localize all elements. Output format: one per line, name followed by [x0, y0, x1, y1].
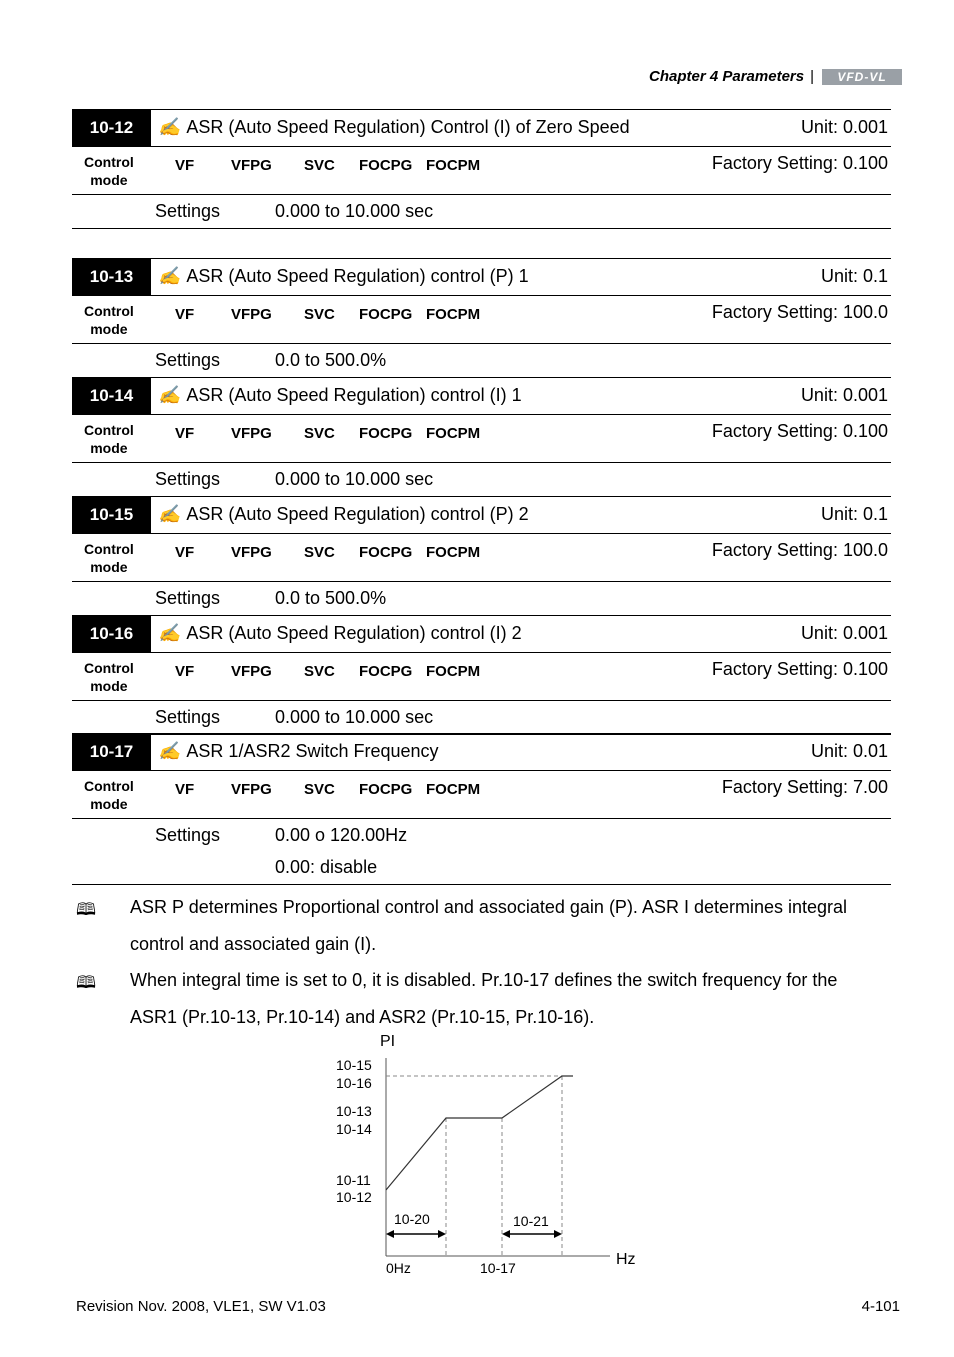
settings-row [72, 701, 891, 735]
param-header-row [72, 615, 891, 653]
param-title: ASR (Auto Speed Regulation) control (I) 2 [186, 623, 522, 643]
control-mode-focpm: FOCPM [426, 544, 481, 561]
book-icon: 🕮 [76, 900, 97, 919]
y-label: 10-11 [336, 1172, 371, 1188]
mode-word: mode [90, 796, 128, 812]
x-axis-label: Hz [616, 1251, 636, 1268]
settings-label: Settings [155, 469, 221, 489]
control-mode-vf: VF [175, 781, 195, 798]
pen-icon: ✍ [158, 117, 181, 137]
mode-word: mode [90, 559, 128, 575]
param-header-row [72, 109, 891, 147]
param-title-wrap [158, 117, 630, 138]
param-header-row [72, 258, 891, 296]
footer-page-number: 4-101 [861, 1298, 900, 1315]
control-word: Control [84, 541, 134, 557]
control-mode-label [84, 659, 134, 695]
span-label: 10-20 [394, 1211, 430, 1227]
page-header [649, 68, 902, 85]
settings-value: 0.000 to 10.000 sec [275, 707, 434, 727]
arrowhead [386, 1230, 394, 1238]
control-mode-focpg: FOCPG [359, 781, 413, 798]
param-id: 10-15 [72, 497, 151, 533]
book-icon: 🕮 [76, 973, 97, 992]
control-mode-vfpg: VFPG [231, 663, 272, 680]
settings-row [72, 582, 891, 616]
param-unit: Unit: 0.001 [800, 117, 888, 137]
control-mode-svc: SVC [304, 157, 335, 174]
vfd-vl-logo: VFD-VL [822, 69, 902, 85]
settings-value: 0.0 to 500.0% [275, 350, 387, 370]
asr-switch-diagram [320, 1028, 650, 1280]
settings-value-2: 0.00: disable [275, 857, 378, 877]
param-block [72, 496, 891, 616]
param-title-wrap [158, 623, 522, 644]
control-mode-vfpg: VFPG [231, 544, 272, 561]
factory-setting: Factory Setting: 0.100 [711, 421, 888, 441]
settings-row [72, 344, 891, 378]
param-title-wrap [158, 266, 529, 287]
control-mode-row [72, 147, 891, 195]
settings-value: 0.000 to 10.000 sec [275, 469, 434, 489]
control-mode-label [84, 302, 134, 338]
pen-icon: ✍ [158, 385, 181, 405]
control-mode-vf: VF [175, 157, 195, 174]
param-title: ASR (Auto Speed Regulation) control (P) 2 [186, 504, 529, 524]
settings-value: 0.000 to 10.000 sec [275, 201, 434, 221]
control-mode-focpm: FOCPM [426, 157, 481, 174]
param-block [72, 377, 891, 497]
control-mode-focpm: FOCPM [426, 306, 481, 323]
param-id: 10-16 [72, 616, 151, 652]
factory-setting: Factory Setting: 100.0 [711, 540, 888, 560]
settings-row [72, 195, 891, 229]
param-title: ASR (Auto Speed Regulation) control (I) 1 [186, 385, 522, 405]
param-header-row [72, 496, 891, 534]
header-separator: | [810, 68, 814, 85]
settings-row [72, 463, 891, 497]
control-mode-focpg: FOCPG [359, 157, 413, 174]
mode-word: mode [90, 172, 128, 188]
pi-curve [386, 1076, 573, 1190]
param-id: 10-13 [72, 259, 151, 295]
param-block [72, 109, 891, 229]
control-mode-svc: SVC [304, 663, 335, 680]
param-id: 10-12 [72, 110, 151, 146]
control-mode-svc: SVC [304, 306, 335, 323]
settings-label: Settings [155, 825, 221, 845]
control-mode-focpm: FOCPM [426, 781, 481, 798]
control-mode-vf: VF [175, 663, 195, 680]
control-mode-vfpg: VFPG [231, 425, 272, 442]
y-label: 10-15 [336, 1057, 372, 1073]
control-mode-focpg: FOCPG [359, 306, 413, 323]
param-unit: Unit: 0.01 [810, 741, 888, 761]
control-mode-row [72, 296, 891, 344]
note-line: ASR1 (Pr.10-13, Pr.10-14) and ASR2 (Pr.10-15, Pr.10-16). [130, 1007, 595, 1027]
settings-label: Settings [155, 707, 221, 727]
settings-row [72, 819, 891, 885]
param-unit: Unit: 0.1 [820, 266, 888, 286]
param-block [72, 258, 891, 378]
param-header-row [72, 377, 891, 415]
control-mode-vf: VF [175, 306, 195, 323]
note-asr-pi [130, 889, 890, 963]
control-mode-focpm: FOCPM [426, 663, 481, 680]
pen-icon: ✍ [158, 504, 181, 524]
pen-icon: ✍ [158, 623, 181, 643]
span-label: 10-21 [513, 1213, 549, 1229]
param-id: 10-14 [72, 378, 151, 414]
param-block [72, 615, 891, 735]
control-mode-label [84, 540, 134, 576]
y-label: 10-16 [336, 1075, 372, 1091]
factory-setting: Factory Setting: 100.0 [711, 302, 888, 322]
control-word: Control [84, 303, 134, 319]
arrowhead [554, 1230, 562, 1238]
mode-word: mode [90, 678, 128, 694]
factory-setting: Factory Setting: 0.100 [711, 153, 888, 173]
y-axis-label: PI [380, 1033, 396, 1050]
control-word: Control [84, 422, 134, 438]
x-label: 10-17 [480, 1260, 516, 1276]
arrowhead [502, 1230, 510, 1238]
param-title-wrap [158, 504, 529, 525]
note-line: ASR P determines Proportional control and associated gain (P). ASR I determines integral [130, 897, 848, 917]
param-title-wrap [158, 741, 439, 762]
note-integral [130, 962, 890, 1036]
control-mode-vfpg: VFPG [231, 157, 272, 174]
settings-label: Settings [155, 201, 221, 221]
param-title: ASR 1/ASR2 Switch Frequency [186, 741, 439, 761]
control-mode-label [84, 777, 134, 813]
note-line: control and associated gain (I). [130, 934, 377, 954]
param-unit: Unit: 0.1 [820, 504, 888, 524]
x-label: 0Hz [386, 1260, 411, 1276]
control-mode-row [72, 771, 891, 819]
control-mode-vfpg: VFPG [231, 781, 272, 798]
param-id: 10-17 [72, 734, 151, 770]
settings-value: 0.00 o 120.00Hz [275, 825, 408, 845]
y-label: 10-12 [336, 1189, 372, 1205]
note-line: When integral time is set to 0, it is disabled. Pr.10-17 defines the switch frequency for the [130, 970, 838, 990]
y-label: 10-14 [336, 1121, 372, 1137]
control-mode-row [72, 534, 891, 582]
control-mode-svc: SVC [304, 544, 335, 561]
control-mode-focpg: FOCPG [359, 544, 413, 561]
control-mode-row [72, 653, 891, 701]
param-title: ASR (Auto Speed Regulation) control (P) 1 [186, 266, 529, 286]
chapter-title: Chapter 4 Parameters [649, 68, 805, 85]
param-unit: Unit: 0.001 [800, 623, 888, 643]
control-mode-focpg: FOCPG [359, 663, 413, 680]
mode-word: mode [90, 440, 128, 456]
mode-word: mode [90, 321, 128, 337]
control-mode-vfpg: VFPG [231, 306, 272, 323]
param-title: ASR (Auto Speed Regulation) Control (I) of Zero Speed [186, 117, 630, 137]
control-word: Control [84, 778, 134, 794]
control-mode-vf: VF [175, 544, 195, 561]
settings-value: 0.0 to 500.0% [275, 588, 387, 608]
control-mode-focpg: FOCPG [359, 425, 413, 442]
control-mode-svc: SVC [304, 781, 335, 798]
param-header-row [72, 733, 891, 771]
control-mode-focpm: FOCPM [426, 425, 481, 442]
control-mode-vf: VF [175, 425, 195, 442]
factory-setting: Factory Setting: 7.00 [721, 777, 888, 797]
param-block [72, 733, 891, 885]
settings-label: Settings [155, 588, 221, 608]
param-title-wrap [158, 385, 522, 406]
control-word: Control [84, 660, 134, 676]
control-word: Control [84, 154, 134, 170]
pen-icon: ✍ [158, 266, 181, 286]
control-mode-label [84, 421, 134, 457]
param-unit: Unit: 0.001 [800, 385, 888, 405]
arrowhead [438, 1230, 446, 1238]
control-mode-svc: SVC [304, 425, 335, 442]
pen-icon: ✍ [158, 741, 181, 761]
y-label: 10-13 [336, 1103, 372, 1119]
settings-label: Settings [155, 350, 221, 370]
control-mode-row [72, 415, 891, 463]
footer-revision: Revision Nov. 2008, VLE1, SW V1.03 [76, 1298, 326, 1315]
control-mode-label [84, 153, 134, 189]
factory-setting: Factory Setting: 0.100 [711, 659, 888, 679]
